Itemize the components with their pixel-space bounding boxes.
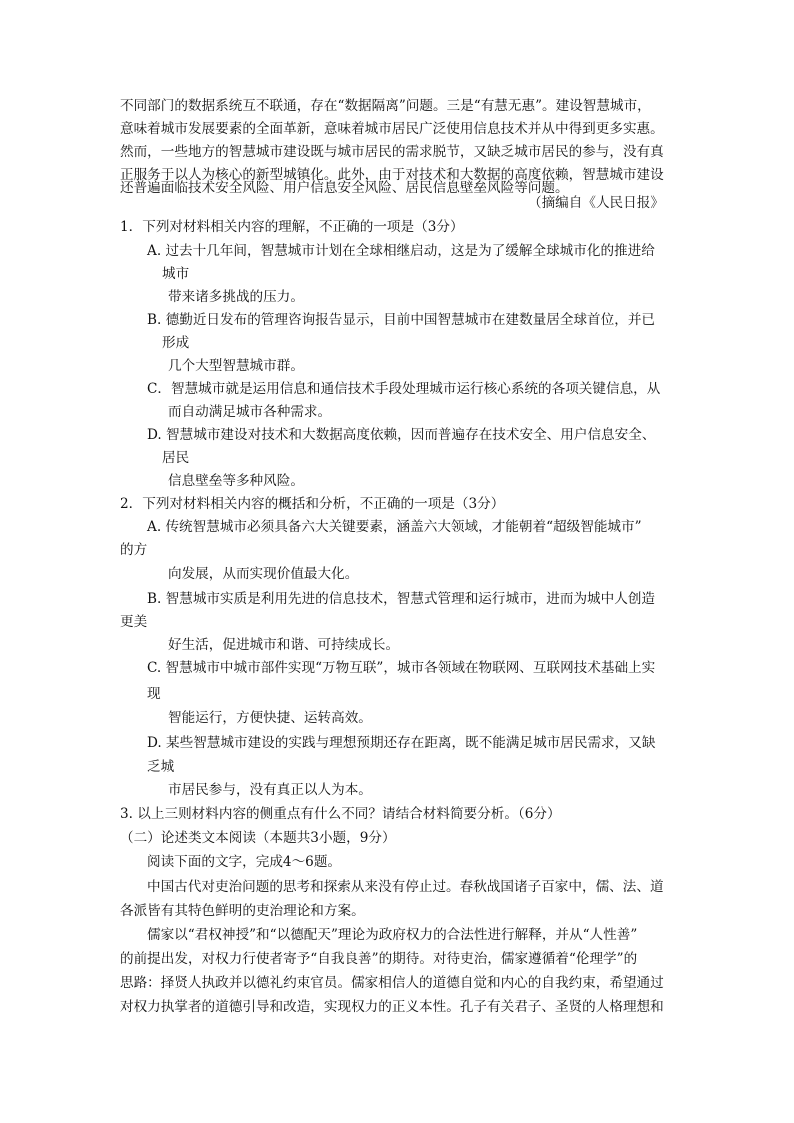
q1-option-a-cont: 城市 bbox=[162, 266, 190, 282]
q2-option-a-cont: 向发展，从而实现价值最大化。 bbox=[168, 566, 359, 582]
q1-option-d-cont: 信息壁垒等多种风险。 bbox=[168, 473, 304, 489]
q2-option-d: D. 某些智慧城市建设的实践与理想预期还存在距离，既不能满足城市居民需求，又缺 bbox=[147, 735, 656, 751]
q2-option-a: A. 传统智慧城市必须具备六大关键要素，涵盖六大领域，才能朝着“超级智能城市” bbox=[147, 519, 642, 535]
paragraph-line: 儒家以“君权神授”和“以德配天”理论为政府权力的合法性进行解释，并从“人性善” bbox=[147, 927, 638, 943]
passage-line: 意味着城市发展要素的全面革新，意味着城市居民广泛使用信息技术并从中得到更多实惠。 bbox=[120, 121, 664, 137]
q1-option-b: B. 德勤近日发布的管理咨询报告显示，目前中国智慧城市在建数量居全球首位，并已 bbox=[147, 312, 656, 328]
passage-line: 还普遍面临技术安全风险、用户信息安全风险、居民信息壁垒风险等问题。 bbox=[120, 180, 569, 196]
q1-option-a: A. 过去十几年间，智慧城市计划在全球相继启动，这是为了缓解全球城市化的推进给 bbox=[147, 243, 655, 259]
question-3-stem: 3. 以上三则材料内容的侧重点有什么不同？请结合材料简要分析。（6分） bbox=[120, 806, 561, 822]
q2-option-c: C. 智慧城市中城市部件实现“万物互联”，城市各领域在物联网、互联网技术基础上实 bbox=[147, 660, 656, 676]
passage-line: 不同部门的数据系统互不联通，存在“数据隔离”问题。三是“有慧无惠”。建设智慧城市， bbox=[120, 98, 651, 114]
q2-option-a-cont: 的方 bbox=[120, 542, 148, 558]
q2-option-b: B. 智慧城市实质是利用先进的信息技术，智慧式管理和运行城市，进而为城中人创造 bbox=[147, 591, 656, 607]
q2-option-b-cont: 更美 bbox=[120, 614, 148, 630]
q2-option-c-cont: 智能运行，方便快捷、运转高效。 bbox=[168, 710, 372, 726]
paragraph-line: 各派皆有其特色鲜明的吏治理论和方案。 bbox=[120, 903, 365, 919]
paragraph-line: 中国古代对吏治问题的思考和探索从来没有停止过。春秋战国诸子百家中，儒、法、道 bbox=[147, 879, 664, 895]
q1-option-a-cont: 带来诸多挑战的压力。 bbox=[168, 289, 304, 305]
q1-option-d-cont: 居民 bbox=[162, 450, 190, 466]
source-citation: （摘编自《人民日报》 bbox=[528, 195, 664, 211]
q2-option-d-cont: 市居民参与，没有真正以人为本。 bbox=[168, 782, 372, 798]
q1-option-c: C．智慧城市就是运用信息和通信技术手段处理城市运行核心系统的各项关键信息，从 bbox=[147, 381, 661, 397]
question-1-stem: 1．下列对材料相关内容的理解，不正确的一项是（3分） bbox=[120, 219, 464, 235]
q1-option-d: D. 智慧城市建设对技术和大数据高度依赖，因而普遍存在技术安全、用户信息安全、 bbox=[147, 427, 656, 443]
passage-line: 正服务于以人为核心的新型城镇化。此外，由于对技术和大数据的高度依赖，智慧城市建设 bbox=[120, 167, 664, 183]
question-2-stem: 2．下列对材料相关内容的概括和分析，不正确的一项是（3分） bbox=[120, 496, 505, 512]
q1-option-b-cont: 形成 bbox=[162, 335, 190, 351]
paragraph-line: 思路：择贤人执政并以德礼约束官员。儒家相信人的道德自觉和内心的自我约束，希望通过 bbox=[120, 975, 664, 991]
section-heading: （二）论述类文本阅读（本题共3小题，9分） bbox=[120, 830, 396, 846]
paragraph-line: 的前提出发，对权力行使者寄予“自我良善”的期待。对待吏治，儒家遵循着“伦理学”的 bbox=[120, 951, 638, 967]
q2-option-c-cont: 现 bbox=[147, 686, 161, 702]
q2-option-d-cont: 乏城 bbox=[147, 759, 175, 775]
paragraph-line: 对权力执掌者的道德引导和改造，实现权力的正义本性。孔子有关君子、圣贤的人格理想和 bbox=[120, 999, 664, 1015]
q2-option-b-cont: 好生活，促进城市和谐、可持续成长。 bbox=[168, 637, 400, 653]
section-instruction: 阅读下面的文字，完成4～6题。 bbox=[147, 854, 342, 870]
passage-line: 然而，一些地方的智慧城市建设既与城市居民的需求脱节，又缺乏城市居民的参与，没有真 bbox=[120, 144, 664, 160]
q1-option-b-cont: 几个大型智慧城市群。 bbox=[168, 358, 304, 374]
q1-option-c-cont: 而自动满足城市各种需求。 bbox=[168, 404, 332, 420]
